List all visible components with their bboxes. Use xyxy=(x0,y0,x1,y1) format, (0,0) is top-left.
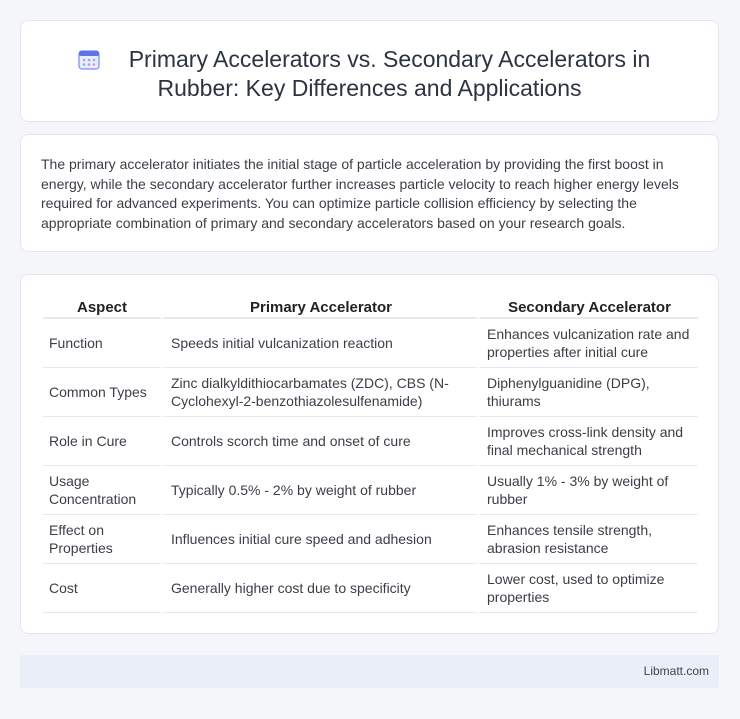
cell-secondary: Improves cross-link density and final mechanical strength xyxy=(477,417,698,466)
table-row xyxy=(43,564,698,613)
cell-primary: Zinc dialkyldithiocarbamates (ZDC), CBS (N-Cyclohexyl-2-benzothiazolesulfenamide) xyxy=(161,368,477,417)
cell-secondary: Diphenylguanidine (DPG), thiurams xyxy=(477,368,698,417)
table-row xyxy=(43,417,698,466)
header-primary: Primary Accelerator xyxy=(161,297,477,319)
cell-secondary: Lower cost, used to optimize properties xyxy=(477,564,698,613)
cell-primary: Typically 0.5% - 2% by weight of rubber xyxy=(161,466,477,515)
cell-aspect: Function xyxy=(43,319,161,368)
table-row xyxy=(43,319,698,368)
footer xyxy=(20,655,719,688)
comparison-card xyxy=(20,274,719,634)
cell-aspect: Common Types xyxy=(43,368,161,417)
cell-aspect: Role in Cure xyxy=(43,417,161,466)
intro-paragraph: The primary accelerator initiates the initial stage of particle acceleration by providing the first boost in energy, while the secondary accelerator further increases particle velocity to reach higher energy levels required for advanced experiments. You can optimize particle collision efficiency by selecting the appropriate combination of primary and secondary accelerators based on your research goals. xyxy=(41,156,679,231)
cell-aspect: Effect on Properties xyxy=(43,515,161,564)
table-row xyxy=(43,466,698,515)
cell-aspect: Cost xyxy=(43,564,161,613)
cell-aspect: Usage Concentration xyxy=(43,466,161,515)
cell-secondary: Usually 1% - 3% by weight of rubber xyxy=(477,466,698,515)
header-aspect: Aspect xyxy=(43,297,161,319)
footer-brand: Libmatt.com xyxy=(643,664,709,678)
header-secondary: Secondary Accelerator xyxy=(477,297,698,319)
cell-secondary: Enhances tensile strength, abrasion resistance xyxy=(477,515,698,564)
cell-primary: Controls scorch time and onset of cure xyxy=(161,417,477,466)
cell-primary: Generally higher cost due to specificity xyxy=(161,564,477,613)
page-title xyxy=(21,45,718,103)
intro-card xyxy=(20,134,719,252)
comparison-table xyxy=(43,297,698,613)
cell-primary: Speeds initial vulcanization reaction xyxy=(161,319,477,368)
page-title-line-2: Rubber: Key Differences and Applications xyxy=(157,75,582,101)
table-header-row xyxy=(43,297,698,319)
page-title-line-1: Primary Accelerators vs. Secondary Accelerators in xyxy=(128,46,651,72)
table-row xyxy=(43,368,698,417)
table-row xyxy=(43,515,698,564)
title-card xyxy=(20,20,719,122)
cell-secondary: Enhances vulcanization rate and properties after initial cure xyxy=(477,319,698,368)
cell-primary: Influences initial cure speed and adhesion xyxy=(161,515,477,564)
